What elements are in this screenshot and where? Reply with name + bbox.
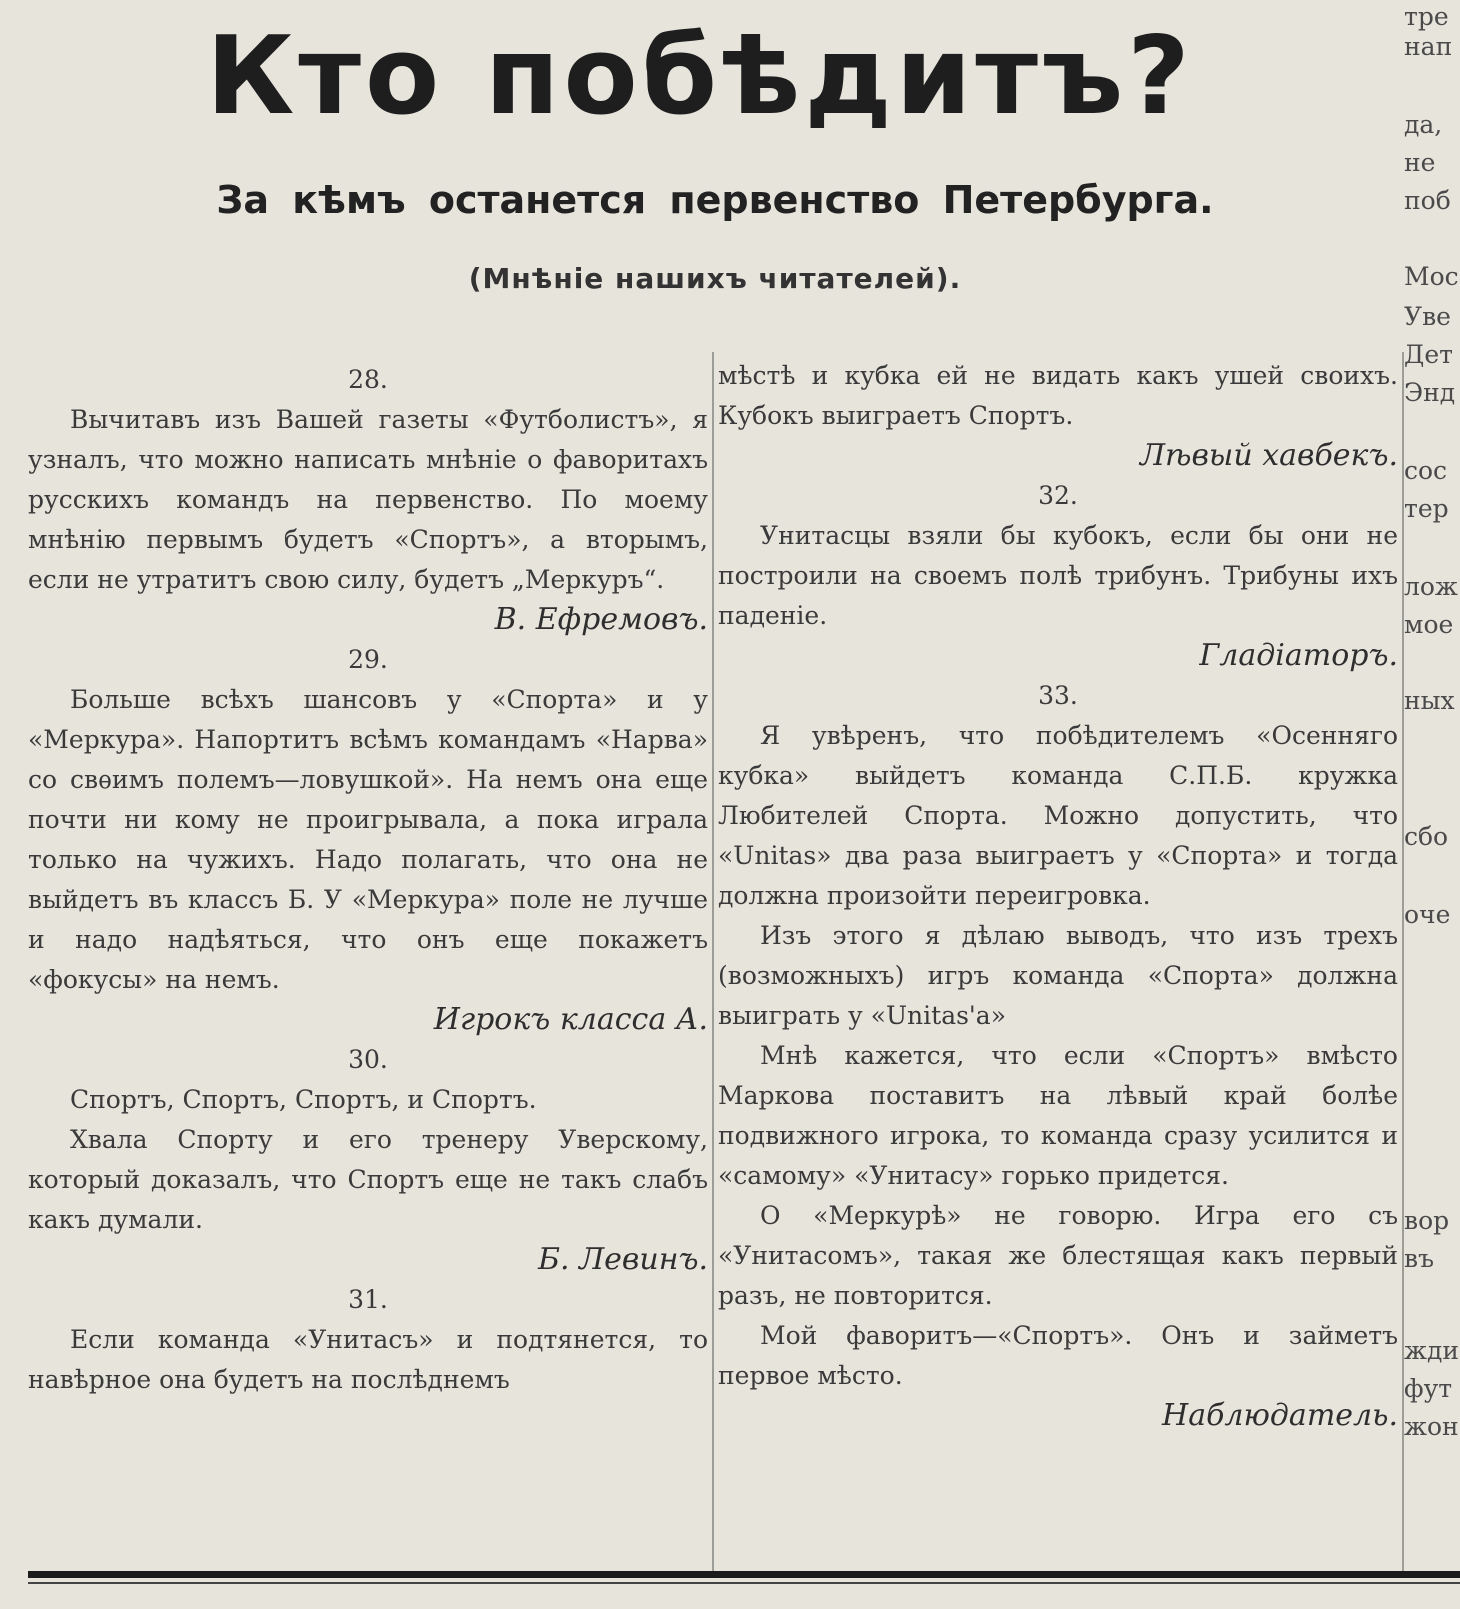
edge-fragment: да, [1404, 110, 1443, 139]
edge-fragment: оче [1404, 900, 1451, 929]
edge-fragment: Дет [1404, 340, 1453, 369]
edge-fragment: жон [1404, 1412, 1459, 1441]
column-middle [718, 356, 1398, 1436]
edge-fragment: Мос [1404, 262, 1459, 291]
adjacent-column-fragments [1404, 0, 1460, 1560]
letter-signature: В. Ефремовъ. [494, 602, 708, 637]
letter-paragraph: Если команда «Унитасъ» и подтянется, то навѣрное она будетъ на послѣднемъ [28, 1325, 708, 1394]
letter-paragraph: Больше всѣхъ шансовъ у «Спорта» и у «Меркура». Напортитъ всѣмъ командамъ «Нарва» со свѳимъ полемъ—ловушкой». На немъ она еще почти ни кому не проигрывала, а пока играла только на чужихъ. Надо полагать, что она не выйдетъ въ классъ Б. У «Меркура» поле не лучше и надо надѣяться, что онъ еще покажетъ «фокусы» на немъ. [28, 685, 708, 994]
edge-fragment: лож [1404, 572, 1458, 601]
edge-fragment: жди [1404, 1336, 1460, 1365]
letter-number: 28. [348, 365, 388, 394]
edge-fragment: Энд [1404, 378, 1456, 407]
column-divider [712, 352, 714, 1572]
letter-paragraph: О «Меркурѣ» не говорю. Игра его съ «Унитасомъ», такая же блестящая какъ первый разъ, не повторится. [718, 1201, 1398, 1310]
letter-number: 29. [348, 645, 388, 674]
edge-fragment: не [1404, 148, 1436, 177]
letter-paragraph: мѣстѣ и кубка ей не видать какъ ушей своихъ. Кубокъ выиграетъ Спортъ. [718, 361, 1398, 430]
edge-fragment: сбо [1404, 822, 1449, 851]
bottom-rule [28, 1571, 1460, 1578]
edge-fragment: нап [1404, 32, 1453, 61]
edge-fragment: тре [1404, 2, 1449, 31]
letter-paragraph: Изъ этого я дѣлаю выводъ, что изъ трехъ (возможныхъ) игръ команда «Спорта» должна выиграть у «Unitas'a» [718, 921, 1398, 1030]
readers-opinion-note: (Мнѣніе нашихъ читателей). [468, 262, 962, 295]
subtitle: За кѣмъ останется первенство Петербурга. [216, 178, 1214, 222]
letter-number: 32. [1038, 481, 1078, 510]
letter-signature: Лѣвый хавбекъ. [1139, 438, 1398, 473]
letter-signature: Наблюдатель. [1162, 1398, 1398, 1433]
column-left [28, 360, 708, 1400]
headline: Кто побѣдитъ? [206, 14, 1194, 139]
letter-paragraph: Спортъ, Спортъ, Спортъ, и Спортъ. [70, 1085, 537, 1114]
edge-fragment: мое [1404, 610, 1454, 639]
edge-fragment: ных [1404, 686, 1455, 715]
letter-paragraph: Мой фаворитъ—«Спортъ». Онъ и займетъ первое мѣсто. [718, 1321, 1398, 1390]
letter-number: 31. [348, 1285, 388, 1314]
edge-fragment: фут [1404, 1374, 1453, 1403]
letter-paragraph: Вычитавъ изъ Вашей газеты «Футболистъ», я узналъ, что можно написать мнѣніе о фаворитахъ русскихъ командъ на первенство. По моему мнѣнію первымъ будетъ «Спортъ», а вторымъ, если не утратитъ свою силу, будетъ „Меркуръ“. [28, 405, 708, 594]
edge-fragment: тер [1404, 494, 1449, 523]
edge-fragment: вор [1404, 1206, 1450, 1235]
letter-paragraph: Хвала Спорту и его тренеру Уверскому, который доказалъ, что Спортъ еще не такъ слабъ какъ думали. [28, 1125, 708, 1234]
letter-paragraph: Мнѣ кажется, что если «Спортъ» вмѣсто Маркова поставитъ на лѣвый край болѣе подвижного игрока, то команда сразу усилится и «самому» «Унитасу» горько придется. [718, 1041, 1398, 1190]
edge-fragment: въ [1404, 1244, 1434, 1273]
letter-signature: Гладіаторъ. [1199, 638, 1398, 673]
bottom-rule-thin [28, 1582, 1460, 1584]
edge-fragment: Уве [1404, 302, 1451, 331]
letter-paragraph: Унитасцы взяли бы кубокъ, если бы они не построили на своемъ полѣ трибунъ. Трибуны ихъ паденіе. [718, 521, 1398, 630]
letter-number: 30. [348, 1045, 388, 1074]
letter-signature: Игрокъ класса А. [433, 1002, 708, 1037]
letter-signature: Б. Левинъ. [538, 1242, 708, 1277]
letter-paragraph: Я увѣренъ, что побѣдителемъ «Осенняго кубка» выйдетъ команда С.П.Б. кружка Любителей Спорта. Можно допустить, что «Unitas» два раза выиграетъ у «Спорта» и тогда должна произойти переигровка. [718, 721, 1398, 910]
edge-fragment: поб [1404, 186, 1451, 215]
edge-fragment: сос [1404, 456, 1448, 485]
letter-number: 33. [1038, 681, 1078, 710]
